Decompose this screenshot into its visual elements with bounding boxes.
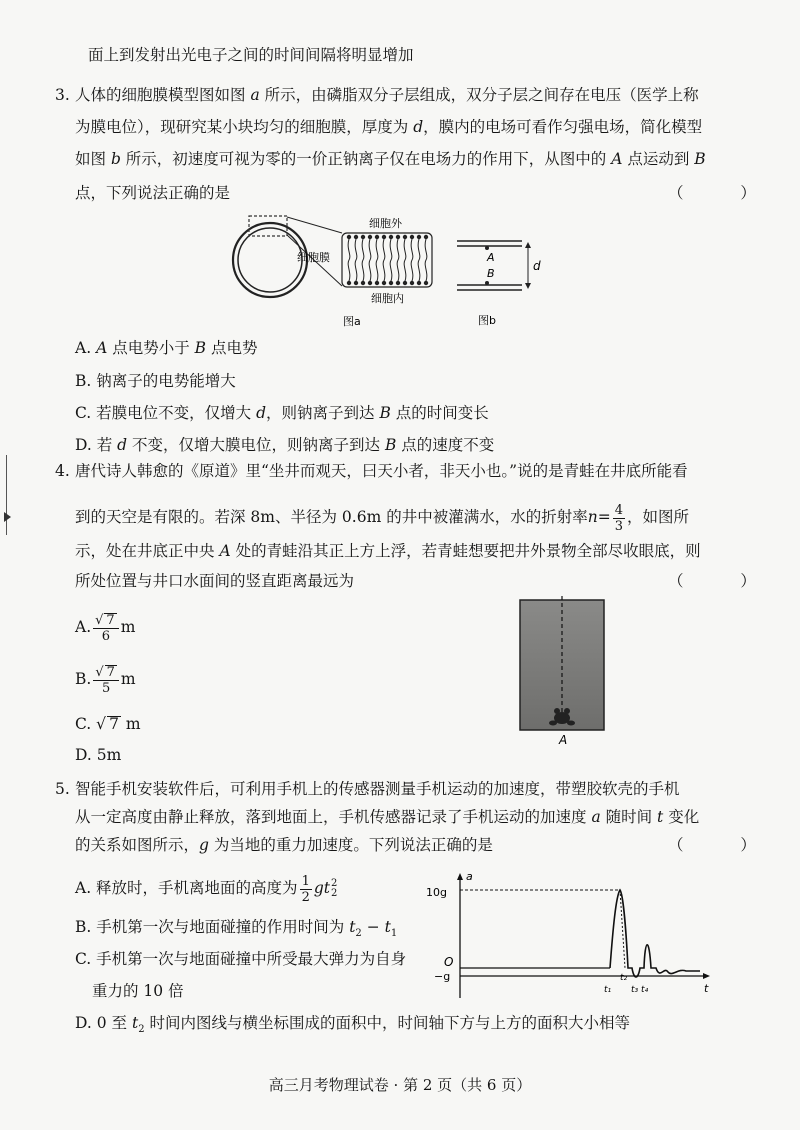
lipid-tail — [348, 239, 350, 281]
tick-t3: t₃ — [631, 985, 639, 995]
q4-option-b: B. $\frac{√ 7}{5}$ m — [75, 665, 136, 696]
lipid-head — [424, 235, 428, 239]
lipid-tail — [425, 239, 427, 281]
y-axis-label: a — [466, 870, 473, 883]
lipid-head — [389, 281, 393, 285]
q5-option-d: D. 0 至 $t_2$ 时间内图线与横坐标围成的面积中，时间轴下方与上方的面积大小相等 — [75, 1014, 630, 1036]
well-figure — [518, 596, 608, 748]
y-label-minus-g: −g — [434, 970, 451, 983]
acceleration-curve — [610, 890, 700, 977]
q3-line-4: 点，下列说法正确的是 — [75, 184, 231, 202]
q3-option-a: A. A 点电势小于 B 点电势 — [75, 339, 258, 357]
tick-t4: t₄ — [641, 985, 649, 995]
well-label-a: A — [559, 733, 568, 747]
q4-line-4: 所处位置与井口水面间的竖直距离最远为 — [75, 572, 355, 590]
lipid-head — [417, 235, 421, 239]
tick-t1: t₁ — [604, 985, 612, 995]
fig-b-caption: 图b — [478, 314, 496, 327]
lipid-head — [410, 235, 414, 239]
q3-option-b: B. 钠离子的电势能增大 — [75, 372, 236, 390]
y-label-10g: 10g — [426, 886, 447, 899]
lipid-tail — [369, 239, 371, 281]
lipid-tail — [376, 239, 378, 281]
q3-option-c: C. 若膜电位不变，仅增大 d，则钠离子到达 B 点的时间变长 — [75, 404, 489, 422]
lipid-tail — [397, 239, 399, 281]
q5-option-c-line-2: 重力的 10 倍 — [92, 982, 184, 1000]
lipid-head — [368, 235, 372, 239]
lipid-tail — [418, 239, 420, 281]
q4-line-2: 到的天空是有限的。若深 8m、半径为 0.6m 的井中被灌满水，水的折射率 n = $\frac{4}{3}$ ，如图所 — [75, 502, 689, 534]
lipid-head — [354, 281, 358, 285]
lipid-head — [347, 235, 351, 239]
lipid-head — [424, 281, 428, 285]
q4-option-c: C. √ 7 m — [75, 715, 141, 733]
lipid-tail — [390, 239, 392, 281]
q4-line-3: 示，处在井底正中央 A 处的青蛙沿其正上方上浮，若青蛙想要把井外景物全部尽收眼底，则 — [75, 542, 701, 560]
lipid-head — [368, 281, 372, 285]
lipid-head — [361, 235, 365, 239]
q5-line-1: 智能手机安装软件后，可利用手机上的传感器测量手机运动的加速度，带塑胶软壳的手机 — [75, 780, 680, 798]
point-a-dot — [485, 246, 489, 250]
q4-option-a: A. $\frac{√ 7}{6}$ m — [75, 613, 136, 644]
lipid-head — [375, 281, 379, 285]
fig-a-membrane-label: 细胞膜 — [297, 251, 330, 264]
fig-b-label-d: d — [533, 259, 541, 273]
refractive-index-fraction: $\frac{4}{3}$ — [614, 502, 623, 534]
q3-option-d: D. 若 d 不变，仅增大膜电位，则钠离子到达 B 点的速度不变 — [75, 436, 495, 454]
figure-b — [452, 230, 562, 330]
lipid-head — [410, 281, 414, 285]
x-axis-label: t — [704, 982, 709, 995]
lipid-head — [403, 281, 407, 285]
lipid-head — [417, 281, 421, 285]
q4-number: 4. — [55, 462, 70, 480]
q3-line-2: 为膜电位），现研究某小块均匀的细胞膜，厚度为 d，膜内的电场可看作匀强电场，简化模型 — [75, 118, 703, 136]
tick-t2: t₂ — [620, 973, 628, 983]
fig-a-caption: 图a — [343, 315, 361, 328]
q5-answer-paren: （ ） — [668, 836, 782, 854]
lipid-head — [354, 235, 358, 239]
continuation-line: 面上到发射出光电子之间的时间间隔将明显增加 — [88, 46, 414, 64]
q5-option-a: A. 释放时，手机离地面的高度为 $\frac{1}{2}$ gt 2 2 — [75, 873, 338, 905]
q3-answer-paren: （ ） — [668, 184, 782, 202]
q5-number: 5. — [55, 780, 70, 798]
q5-option-b: B. 手机第一次与地面碰撞的作用时间为 $t_2 - t_1$ — [75, 918, 398, 940]
q4-line-1: 唐代诗人韩愈的《原道》里“坐井而观天，曰天小者，非天小也。”说的是青蛙在井底所能看 — [75, 462, 688, 480]
lipid-tail — [362, 239, 364, 281]
scan-mark — [6, 455, 7, 535]
point-b-dot — [485, 281, 489, 285]
lipid-tail — [404, 239, 406, 281]
lipid-head — [389, 235, 393, 239]
lipid-tail — [355, 239, 357, 281]
lipid-head — [361, 281, 365, 285]
lipid-head — [382, 281, 386, 285]
lipid-head — [403, 235, 407, 239]
q3-line-1: 人体的细胞膜模型图如图 a 所示，由磷脂双分子层组成，双分子层之间存在电压（医学上称 — [75, 86, 699, 104]
lipid-head — [396, 281, 400, 285]
page-footer: 高三月考物理试卷 · 第 2 页（共 6 页） — [268, 1076, 532, 1094]
lipid-head — [396, 235, 400, 239]
membrane-lipid-bilayer — [347, 235, 428, 285]
fig-b-label-b: B — [487, 267, 495, 280]
q3-number: 3. — [55, 86, 70, 104]
lipid-head — [382, 235, 386, 239]
lipid-head — [347, 281, 351, 285]
lipid-head — [375, 235, 379, 239]
fig-a-outside-label: 细胞外 — [369, 217, 402, 230]
origin-label: O — [444, 955, 454, 969]
q5-line-3: 的关系如图所示，g 为当地的重力加速度。下列说法正确的是 — [75, 836, 493, 854]
q4-answer-paren: （ ） — [668, 572, 782, 590]
q4-option-d: D. 5m — [75, 746, 122, 764]
figure-a — [225, 213, 440, 333]
q5-option-c-line-1: C. 手机第一次与地面碰撞中所受最大弹力为自身 — [75, 950, 407, 968]
scan-arrow — [4, 512, 11, 522]
lipid-tail — [383, 239, 385, 281]
lipid-tail — [411, 239, 413, 281]
fig-a-inside-label: 细胞内 — [371, 292, 404, 305]
acceleration-time-graph — [420, 868, 720, 1008]
fig-b-label-a: A — [487, 251, 495, 264]
q3-line-3: 如图 b 所示，初速度可视为零的一价正钠离子仅在电场力的作用下，从图中的 A 点运动到 B — [75, 150, 706, 168]
q5-line-2: 从一定高度由静止释放，落到地面上，手机传感器记录了手机运动的加速度 a 随时间 t 变化 — [75, 808, 700, 826]
